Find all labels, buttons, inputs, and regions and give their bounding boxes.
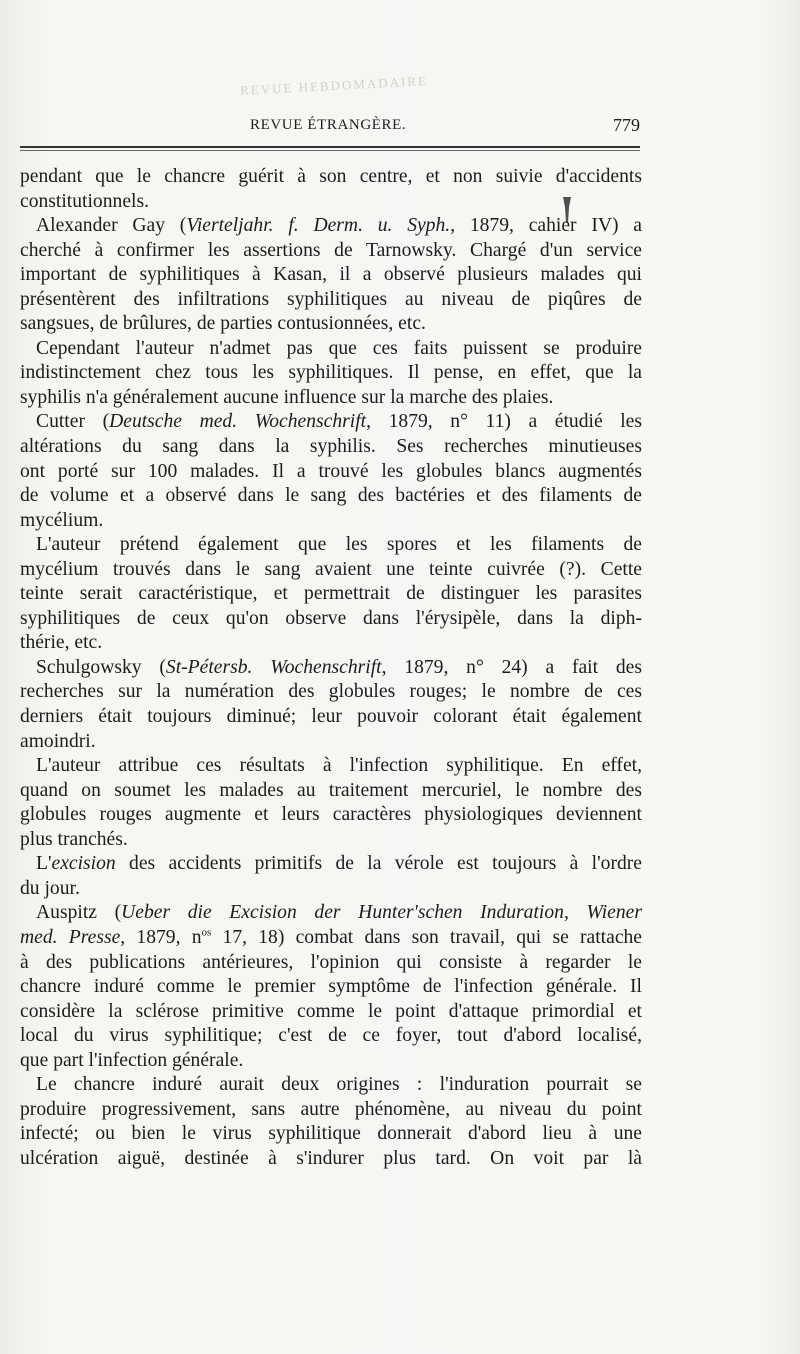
bleed-through-text: REVUE HEBDOMADAIRE (239, 73, 429, 98)
text-line: recherches sur la numération des globules rouges; le nombre de ces (20, 681, 642, 703)
text-line: constitutionnels. (20, 190, 149, 212)
text-line: ont porté sur 100 malades. Il a trouvé les globules blancs augmentés (20, 460, 642, 482)
running-title: REVUE ÉTRANGÈRE. (250, 117, 407, 133)
paragraph-start-line: Auspitz (Ueber die Excision der Hunter'schen Induration, Wiener (36, 902, 642, 924)
text-line: mycélium trouvés dans le sang avaient une teinte cuivrée (?). Cette (20, 558, 642, 580)
text-line: derniers était toujours diminué; leur pouvoir colorant était également (20, 706, 642, 728)
text-line: local du virus syphilitique; c'est de ce foyer, tout d'abord localisé, (20, 1025, 642, 1047)
text-line: globules rouges augmente et leurs caractères physiologiques deviennent (20, 804, 642, 826)
paragraph-start-line: L'excision des accidents primitifs de la vérole est toujours à l'ordre (36, 853, 642, 875)
text-line: infecté; ou bien le virus syphilitique donnerait d'abord lieu à une (20, 1123, 642, 1145)
text-line: quand on soumet les malades au traitement mercuriel, le nombre des (20, 779, 642, 801)
paragraph-start-line: Schulgowsky (St-Pétersb. Wochenschrift, 1879, n° 24) a fait des (36, 656, 642, 678)
text-line: plus tranchés. (20, 828, 128, 850)
text-line: syphilitiques de ceux qu'on observe dans l'érysipèle, dans la diph- (20, 607, 642, 629)
text-line: pendant que le chancre guérit à son centre, et non suivie d'accidents (20, 166, 642, 187)
text-line: thérie, etc. (20, 632, 103, 654)
header-rule (20, 146, 640, 148)
text-line: syphilis n'a généralement aucune influence sur la marche des plaies. (20, 386, 554, 408)
text-line: chancre induré comme le premier symptôme de l'infection générale. Il (20, 976, 642, 998)
text-line: ulcération aiguë, destinée à s'indurer plus tard. On voit par là (20, 1147, 642, 1169)
text-line: de volume et a observé dans le sang des bactéries et des filaments de (20, 485, 642, 507)
text-line: teinte serait caractéristique, et permettrait de distinguer les parasites (20, 583, 642, 605)
text-line: cherché à confirmer les assertions de Tarnowsky. Chargé d'un service (20, 239, 642, 261)
text-line: Le chancre induré aurait deux origines : l'induration pourrait se (36, 1074, 642, 1096)
text-line: du jour. (20, 877, 80, 899)
text-line: med. Presse, 1879, $n^{os}$ 17, 18) combat dans son travail, qui se rattache (20, 926, 643, 948)
header-rule-thin (20, 150, 640, 151)
text-line: Cependant l'auteur n'admet pas que ces faits puissent se produire (36, 337, 642, 359)
text-line: mycélium. (20, 509, 104, 531)
text-line: à des publications antérieures, l'opinion qui consiste à regarder le (20, 951, 642, 973)
page-header (20, 117, 642, 139)
text-line: amoindri. (20, 730, 96, 752)
text-line: considère la sclérose primitive comme le point d'attaque primordial et (20, 1000, 642, 1022)
text-line: produire progressivement, sans autre phénomène, au niveau du point (20, 1098, 642, 1120)
body-text (20, 165, 642, 1171)
text-line: important de syphilitiques à Kasan, il a observé plusieurs malades qui (20, 264, 642, 286)
paragraph-start-line: Alexander Gay (Vierteljahr. f. Derm. u. Syph., 1879, cahier IV) a (36, 215, 642, 237)
text-line: présentèrent des infiltrations syphilitiques au niveau de piqûres de (20, 288, 642, 310)
paragraph-start-line: Cutter (Deutsche med. Wochenschrift, 1879, n° 11) a étudié les (36, 411, 642, 433)
text-line: sangsues, de brûlures, de parties contusionnées, etc. (20, 313, 426, 335)
page-number: 779 (613, 115, 640, 135)
text-line: L'auteur attribue ces résultats à l'infection syphilitique. En effet, (36, 755, 642, 777)
text-line: que part l'infection générale. (20, 1049, 244, 1071)
text-line: altérations du sang dans la syphilis. Ses recherches minutieuses (20, 436, 642, 458)
text-line: indistinctement chez tous les syphilitiques. Il pense, en effet, que la (20, 362, 642, 384)
text-line: L'auteur prétend également que les spores et les filaments de (36, 534, 642, 556)
